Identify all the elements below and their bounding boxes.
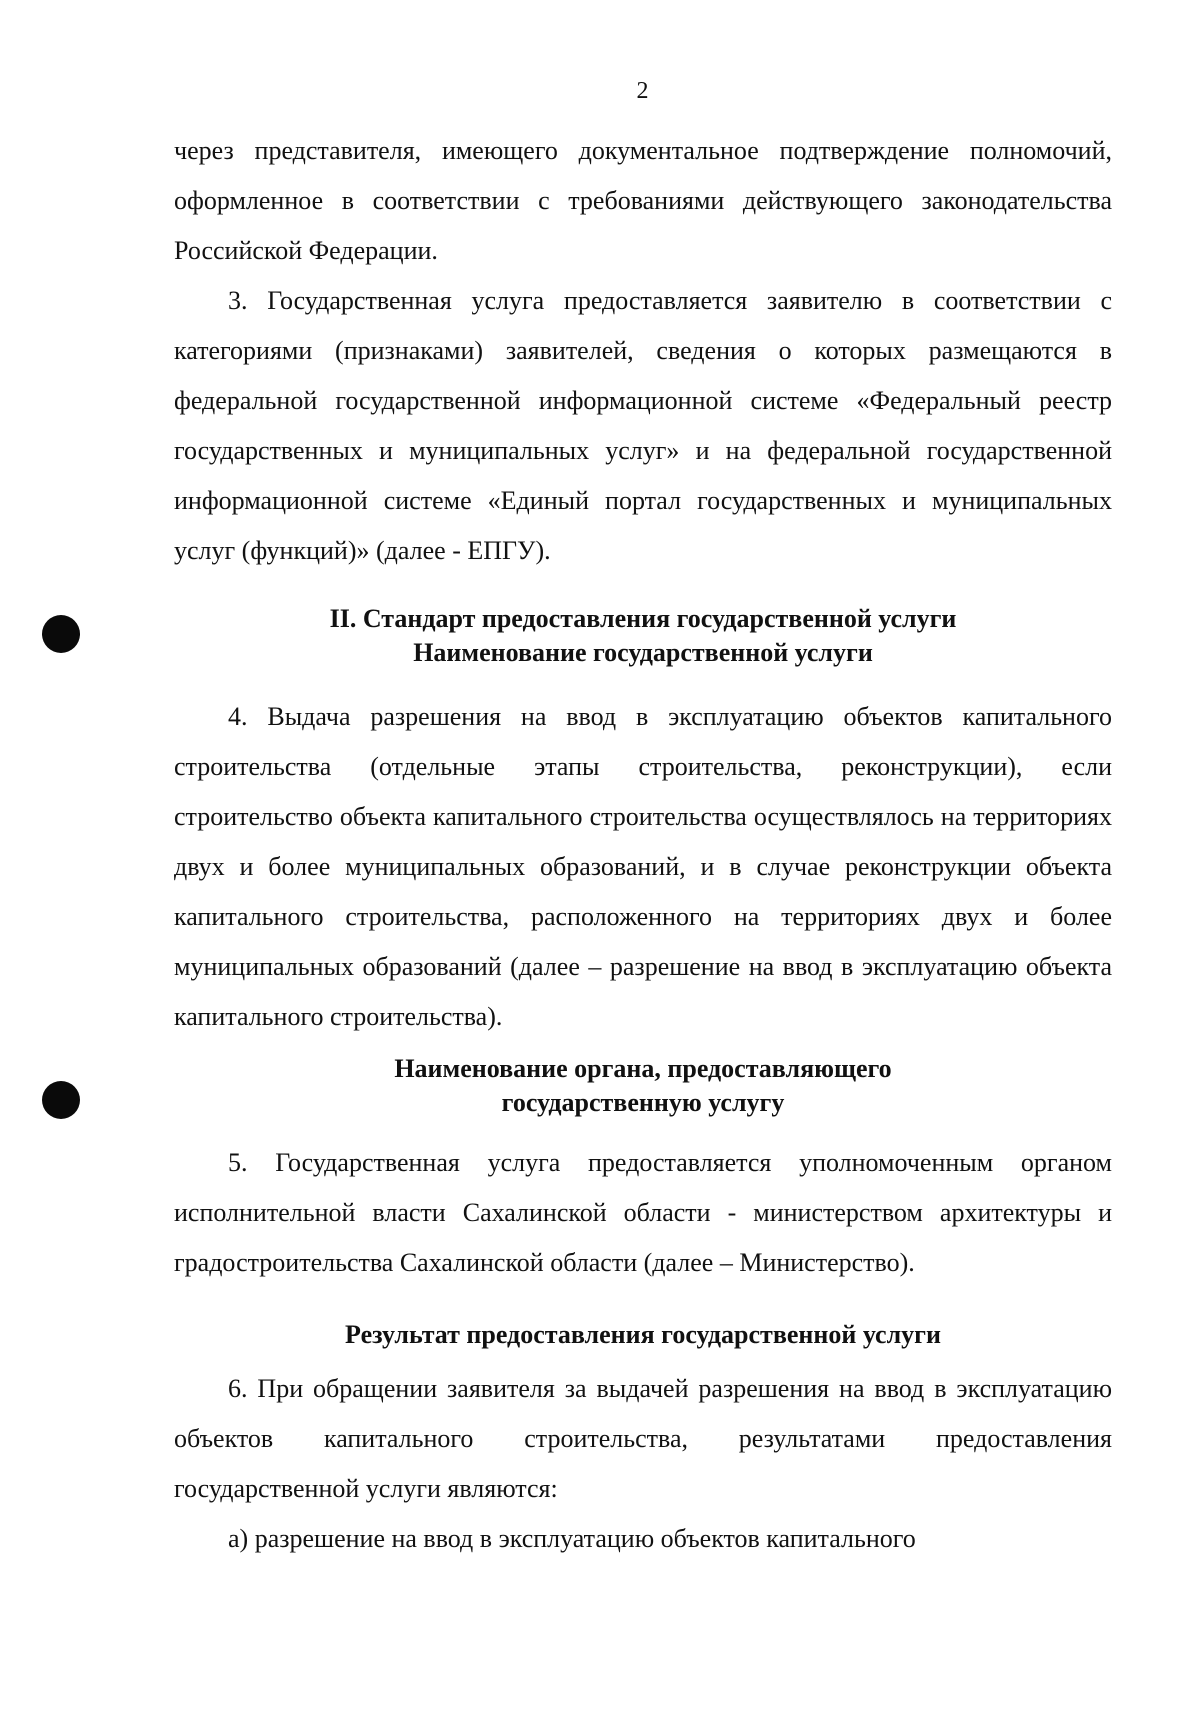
section-heading-line: Наименование органа, предоставляющего [394,1054,892,1083]
punch-hole-mark [42,1081,80,1119]
paragraph-5: 5. Государственная услуга предоставляется уполномоченным органом исполнительной власти Сахалинской области - министерством архитектуры и градостроительства Сахалинской области (далее – Министерство). [174,1148,1112,1277]
section-heading-line: государственную услугу [501,1088,785,1117]
paragraph-intro: через представителя, имеющего документальное подтверждение полномочий, оформленное в соответствии с требованиями действующего законодательства Российской Федерации. [174,136,1112,265]
punch-hole-mark [42,615,80,653]
section-heading-result: Результат предоставления государственной услуги [345,1320,941,1349]
paragraph-4: 4. Выдача разрешения на ввод в эксплуатацию объектов капитального строительства (отдельные этапы строительства, реконструкции), если строительство объекта капитального строительства осуществлялось на территориях двух и более муниципальных образований, и в случае реконструкции объекта капитального строительства, расположенного на территориях двух и более муниципальных образований (далее – разрешение на ввод в эксплуатацию объекта капитального строительства). [174,702,1112,1031]
section-heading-organ [174,1052,1112,1120]
page-number: 2 [636,78,649,104]
document-body [174,126,1112,1564]
section-heading-line: II. Стандарт предоставления государственной услуги [329,604,957,633]
paragraph-6: 6. При обращении заявителя за выдачей разрешения на ввод в эксплуатацию объектов капитального строительства, результатами предоставления государственной услуги являются: [174,1374,1112,1503]
section-heading-standard [174,602,1112,670]
section-heading-line: Наименование государственной услуги [413,638,873,667]
paragraph-6a: а) разрешение на ввод в эксплуатацию объектов капитального [228,1524,916,1553]
paragraph-3: 3. Государственная услуга предоставляется заявителю в соответствии с категориями (признаками) заявителей, сведения о которых размещаются в федеральной государственной информационной системе «Федеральный реестр государственных и муниципальных услуг» и на федеральной государственной информационной системе «Единый портал государственных и муниципальных услуг (функций)» (далее - ЕПГУ). [174,286,1112,565]
